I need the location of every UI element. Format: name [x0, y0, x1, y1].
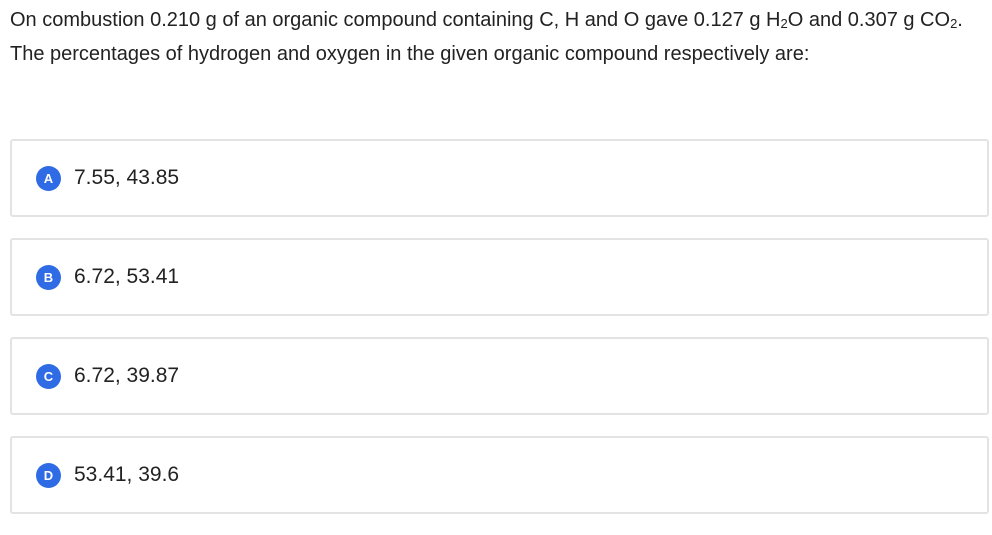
- option-d-text: 53.41, 39.6: [74, 463, 180, 486]
- question-part-1: On combustion 0.210 g of an organic compound containing C, H and O gave 0.127 g H: [10, 9, 781, 31]
- option-b-badge: B: [36, 265, 61, 290]
- subscript-co2: 2: [950, 16, 958, 31]
- options-list: [10, 139, 989, 535]
- option-c-text: 6.72, 39.87: [74, 364, 180, 387]
- option-b-text: 6.72, 53.41: [74, 265, 180, 288]
- question-text: [10, 3, 985, 71]
- question-part-3: . The percentages of hydrogen and oxygen in the given organic compound respectively are:: [10, 9, 963, 65]
- option-a-text: 7.55, 43.85: [74, 166, 180, 189]
- option-c-badge: C: [36, 364, 61, 389]
- option-c[interactable]: [10, 337, 989, 415]
- option-d[interactable]: [10, 436, 989, 514]
- subscript-h2o: 2: [780, 16, 788, 31]
- question-part-2: O and 0.307 g CO: [787, 9, 951, 31]
- option-a-badge: A: [36, 166, 61, 191]
- option-d-badge: D: [36, 463, 61, 488]
- option-a[interactable]: [10, 139, 989, 217]
- option-b[interactable]: [10, 238, 989, 316]
